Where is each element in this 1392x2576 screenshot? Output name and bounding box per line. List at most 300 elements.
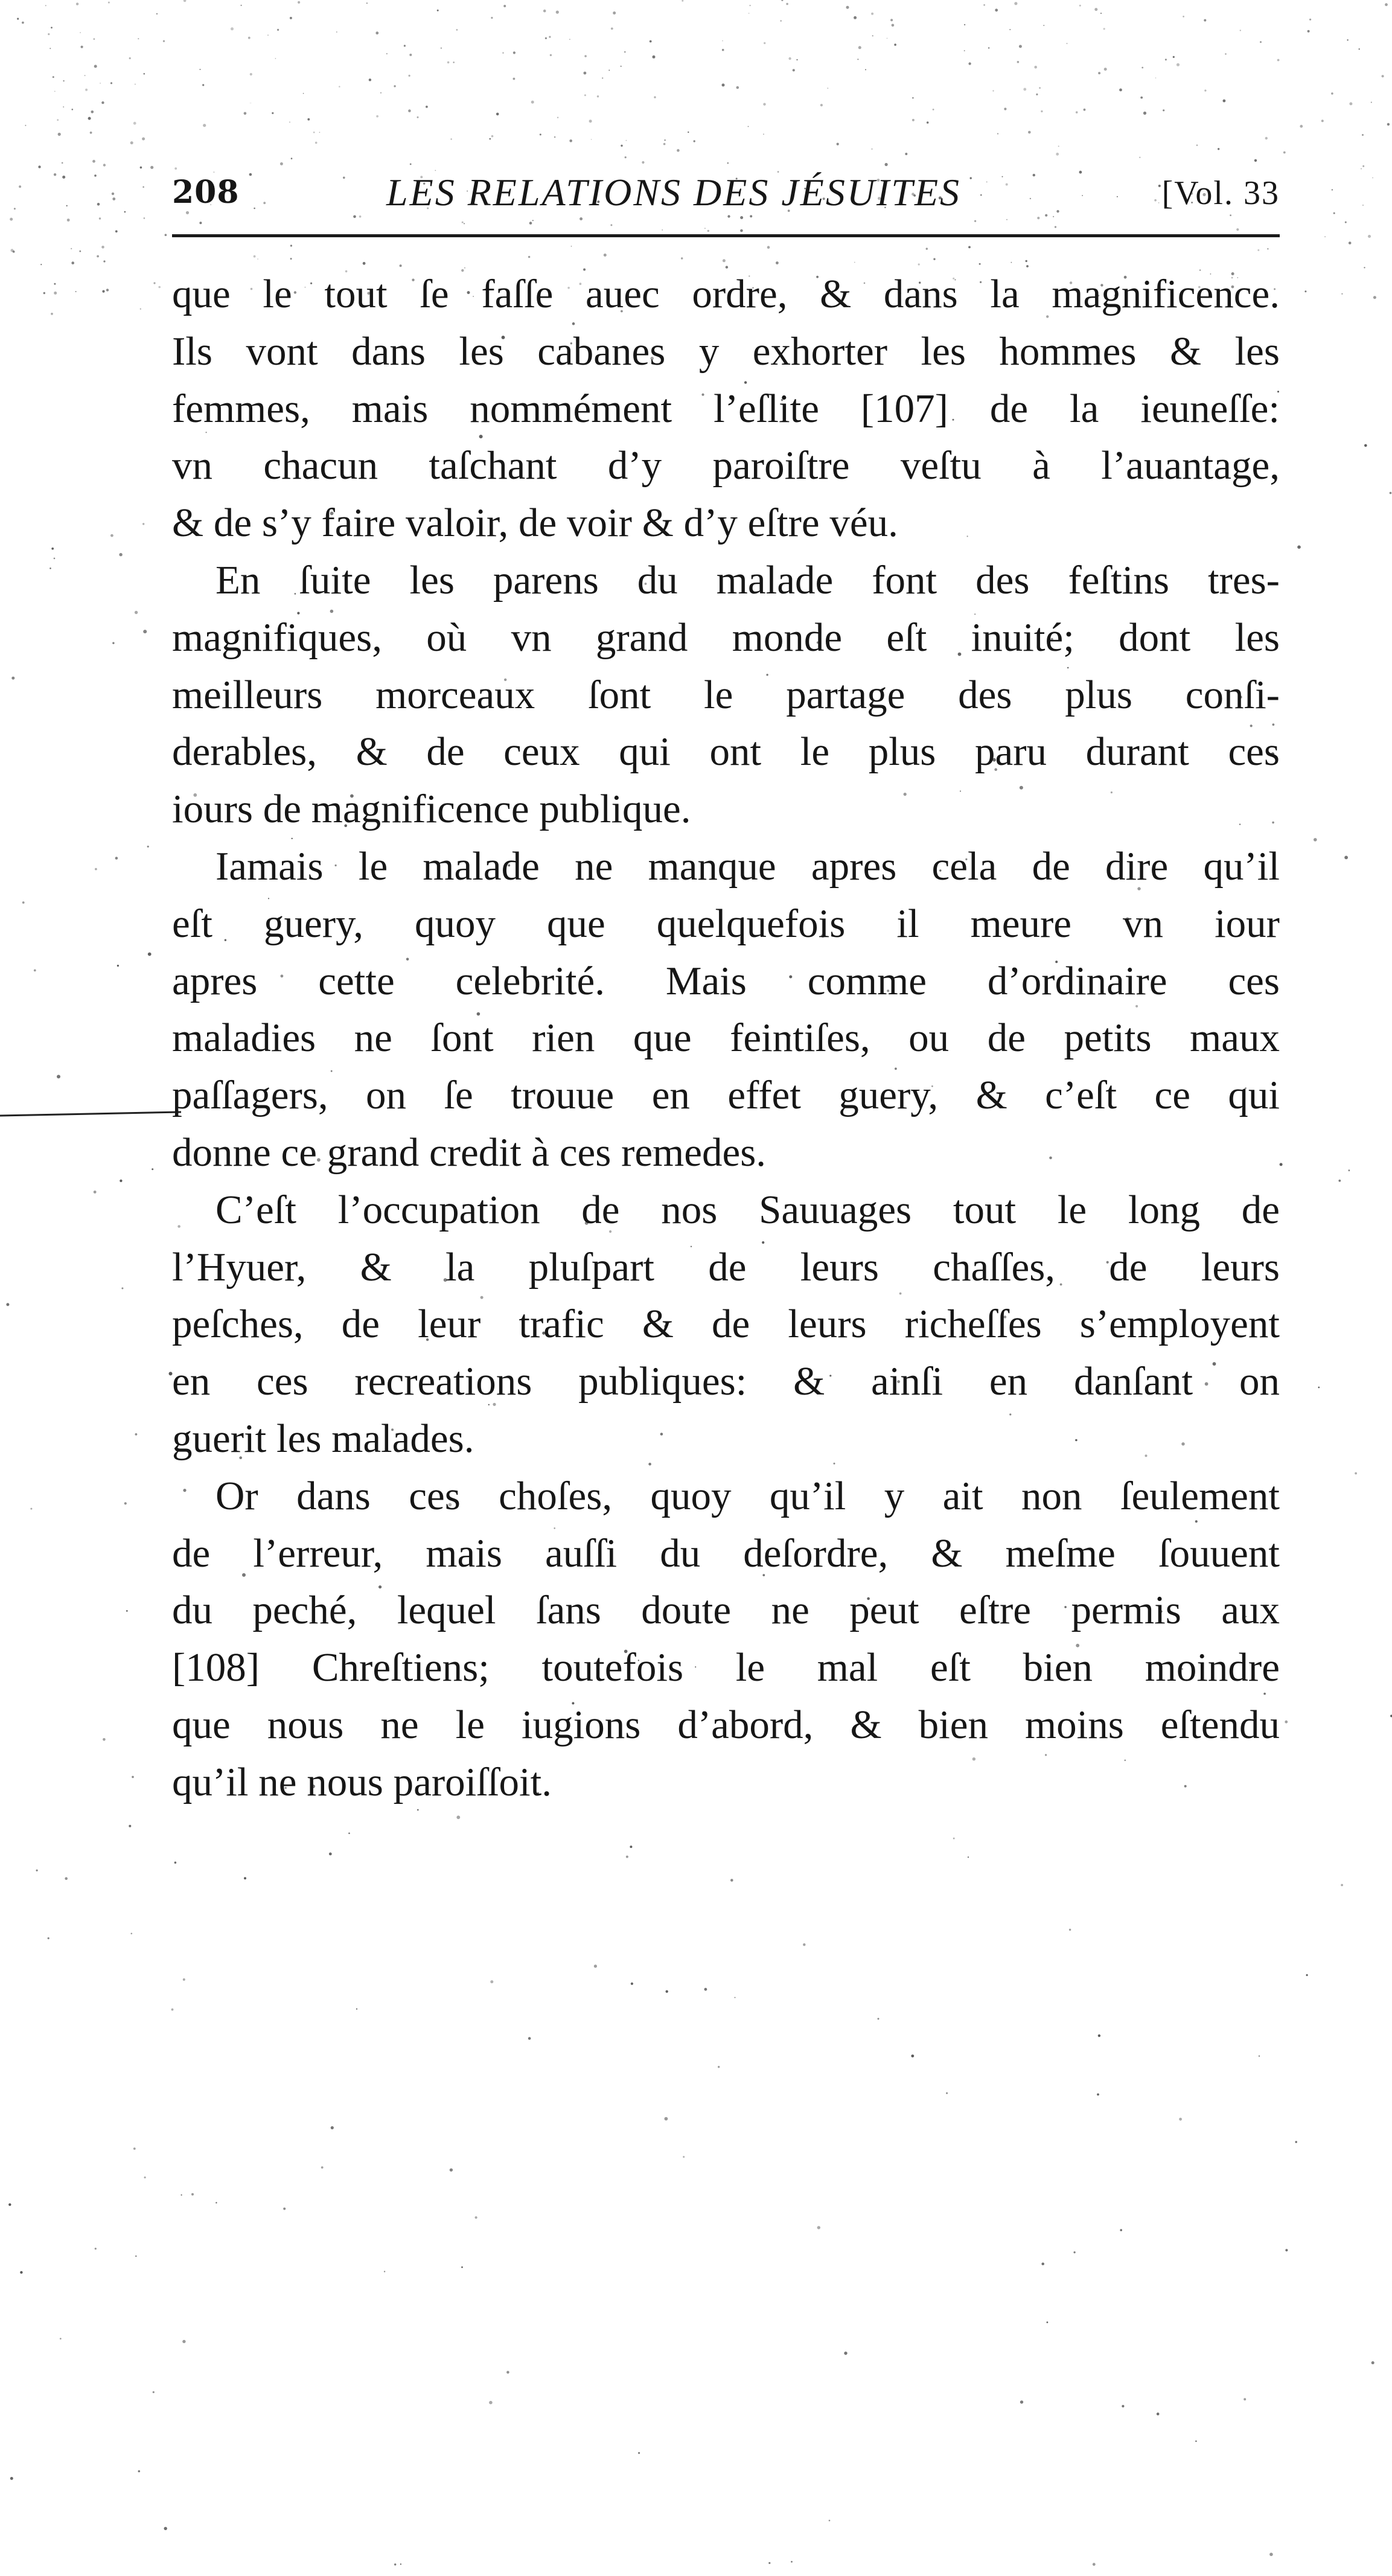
speckle-dot (272, 112, 273, 114)
speckle-dot (254, 255, 256, 258)
speckle-dot (120, 1180, 122, 1182)
speckle-dot (57, 119, 59, 121)
speckle-dot (791, 2561, 793, 2563)
speckle-dot (203, 124, 206, 127)
speckle-dot (158, 286, 161, 289)
speckle-dot (409, 54, 412, 56)
speckle-dot (786, 3, 788, 5)
speckle-dot (887, 38, 888, 39)
speckle-dot (768, 2562, 770, 2564)
speckle-dot (450, 2169, 453, 2172)
speckle-dot (51, 548, 54, 550)
speckle-dot (554, 136, 556, 138)
speckle-dot (174, 1862, 177, 1864)
speckle-dot (129, 57, 131, 59)
paragraph-4 (172, 1181, 1280, 1468)
speckle-dot (1309, 19, 1311, 21)
speckle-dot (1047, 2321, 1049, 2323)
speckle-dot (153, 282, 155, 284)
speckle-dot (144, 217, 145, 219)
speckle-dot (1143, 112, 1146, 115)
text-line: Iamais le malade ne manque apres cela de dire qu’il (216, 843, 1280, 889)
speckle-dot (968, 1856, 969, 1858)
speckle-dot (1359, 48, 1360, 50)
speckle-dot (1344, 856, 1348, 860)
speckle-dot (10, 2477, 13, 2480)
speckle-dot (837, 143, 839, 145)
speckle-dot (611, 28, 613, 30)
speckle-dot (665, 139, 666, 141)
speckle-dot (491, 135, 494, 138)
speckle-dot (763, 103, 765, 106)
speckle-dot (153, 2391, 155, 2393)
speckle-dot (115, 857, 118, 860)
speckle-dot (63, 80, 64, 81)
text-line: guerit les malades. (172, 1416, 474, 1461)
speckle-dot (496, 113, 499, 116)
speckle-dot (48, 33, 49, 35)
speckle-dot (642, 161, 644, 164)
speckle-dot (1355, 1472, 1357, 1475)
speckle-dot (54, 292, 57, 295)
speckle-dot (927, 121, 929, 124)
speckle-dot (1006, 219, 1007, 220)
speckle-dot (1041, 2263, 1044, 2266)
speckle-dot (90, 132, 92, 134)
speckle-dot (1023, 88, 1026, 91)
speckle-dot (736, 86, 739, 89)
speckle-dot (1297, 545, 1301, 549)
text-line: femmes, mais nommément l’eſlite [107] de la ieuneſſe: (172, 386, 1280, 431)
text-line: du peché, lequel ſans doute ne peut eſtre permis aux (172, 1588, 1280, 1633)
speckle-dot (871, 13, 873, 15)
speckle-dot (1300, 125, 1303, 128)
speckle-dot (1257, 249, 1259, 251)
speckle-dot (290, 258, 292, 260)
text-line: paſſagers, on ſe trouue en effet guery, & c’eſt ce qui (172, 1073, 1280, 1118)
speckle-dot (66, 205, 68, 206)
speckle-dot (456, 29, 458, 31)
speckle-dot (654, 96, 656, 98)
speckle-dot (543, 10, 546, 13)
speckle-dot (437, 10, 439, 11)
speckle-dot (683, 2156, 685, 2158)
text-line: C’eſt l’occupation de nos Sauuages tout le long de (216, 1187, 1280, 1232)
speckle-dot (1097, 2094, 1099, 2096)
speckle-dot (22, 901, 25, 904)
speckle-dot (132, 1776, 134, 1779)
speckle-dot (283, 2208, 286, 2210)
speckle-dot (983, 4, 985, 6)
speckle-dot (528, 2037, 531, 2040)
speckle-dot (386, 53, 388, 54)
speckle-dot (65, 1877, 68, 1880)
speckle-dot (1098, 2034, 1100, 2037)
speckle-dot (200, 69, 201, 70)
speckle-dot (22, 22, 24, 24)
paragraph-2 (172, 552, 1280, 838)
speckle-dot (1084, 109, 1086, 111)
speckle-dot (803, 1943, 805, 1946)
speckle-dot (366, 2, 368, 4)
speckle-dot (110, 534, 113, 537)
speckle-dot (51, 27, 53, 28)
speckle-dot (49, 567, 51, 569)
speckle-dot (1307, 30, 1310, 33)
speckle-dot (148, 953, 152, 956)
speckle-dot (97, 203, 100, 206)
volume-label: [Vol. 33 (1161, 174, 1280, 212)
speckle-dot (49, 48, 51, 49)
speckle-dot (1349, 241, 1352, 244)
speckle-dot (112, 193, 114, 195)
speckle-dot (1019, 45, 1022, 48)
speckle-dot (10, 218, 13, 221)
speckle-dot (974, 220, 976, 222)
speckle-dot (1017, 61, 1020, 63)
speckle-dot (1362, 165, 1364, 167)
speckle-dot (17, 18, 19, 20)
text-line: [108] Chreſtiens; toutefois le mal eſt bien moindre (172, 1645, 1280, 1690)
speckle-dot (400, 2563, 401, 2565)
speckle-dot (1157, 2412, 1160, 2415)
speckle-dot (174, 167, 177, 170)
speckle-dot (144, 2176, 146, 2178)
speckle-dot (394, 85, 395, 87)
speckle-dot (589, 120, 592, 123)
speckle-dot (241, 5, 242, 6)
speckle-dot (426, 106, 428, 108)
speckle-dot (723, 259, 726, 262)
speckle-dot (72, 109, 74, 110)
speckle-dot (410, 164, 412, 165)
speckle-dot (336, 31, 337, 33)
speckle-dot (946, 2092, 948, 2094)
speckle-dot (1280, 1163, 1283, 1166)
speckle-dot (321, 2166, 324, 2169)
speckle-dot (450, 138, 452, 139)
speckle-dot (1387, 123, 1390, 126)
speckle-dot (1223, 100, 1226, 103)
speckle-dot (143, 630, 147, 633)
speckle-dot (540, 133, 541, 135)
speckle-dot (666, 1990, 668, 1993)
speckle-dot (1204, 89, 1206, 91)
speckle-dot (348, 1832, 350, 1834)
speckle-dot (99, 217, 101, 219)
speckle-dot (793, 69, 795, 71)
speckle-dot (781, 0, 783, 1)
speckle-dot (404, 45, 406, 46)
text-line: donne ce grand credit à ces remedes. (172, 1130, 767, 1175)
speckle-dot (663, 143, 666, 145)
speckle-dot (1269, 2552, 1273, 2556)
speckle-dot (545, 37, 547, 39)
speckle-dot (138, 38, 139, 39)
speckle-dot (1349, 1169, 1350, 1171)
speckle-dot (462, 222, 464, 223)
speckle-dot (631, 1983, 633, 1985)
speckle-dot (857, 59, 858, 60)
speckle-dot (1318, 1387, 1320, 1389)
speckle-dot (694, 140, 695, 142)
speckle-dot (199, 222, 202, 224)
speckle-dot (165, 234, 167, 236)
speckle-dot (54, 91, 56, 92)
speckle-dot (1341, 1884, 1343, 1887)
speckle-dot (846, 6, 849, 9)
speckle-dot (1341, 293, 1343, 295)
speckle-dot (1014, 2, 1017, 5)
speckle-dot (556, 11, 559, 14)
speckle-dot (1236, 228, 1239, 231)
speckle-dot (1314, 838, 1317, 842)
speckle-dot (964, 50, 965, 51)
text-line: vn chacun taſchant d’y paroiſtre veſtu à l’auantage, (172, 443, 1280, 488)
speckle-dot (11, 677, 14, 680)
speckle-dot (67, 219, 70, 222)
paragraph-5 (172, 1468, 1280, 1811)
text-line: maladies ne ſont rien que feintiſes, ou de petits maux (172, 1015, 1280, 1061)
speckle-dot (1098, 72, 1100, 74)
speckle-dot (571, 246, 572, 247)
speckle-dot (490, 1980, 493, 1983)
speckle-dot (1347, 39, 1348, 40)
speckle-dot (171, 2009, 174, 2011)
speckle-dot (135, 611, 138, 614)
speckle-dot (88, 117, 91, 120)
speckle-dot (827, 88, 828, 89)
speckle-dot (142, 138, 145, 141)
speckle-dot (1277, 59, 1280, 62)
speckle-dot (912, 97, 913, 98)
speckle-dot (1036, 94, 1038, 95)
speckle-dot (1361, 168, 1362, 170)
speckle-dot (1362, 134, 1364, 136)
speckle-dot (409, 75, 410, 77)
speckle-dot (1103, 28, 1105, 30)
speckle-dot (1020, 2400, 1023, 2403)
speckle-dot (94, 1191, 97, 1194)
speckle-dot (339, 86, 340, 88)
speckle-dot (681, 257, 683, 259)
speckle-dot (94, 38, 95, 40)
speckle-dot (1043, 25, 1044, 26)
speckle-dot (6, 1303, 9, 1306)
speckle-dot (130, 141, 133, 144)
speckle-dot (911, 2054, 914, 2057)
speckle-dot (933, 258, 935, 260)
speckle-dot (626, 140, 627, 141)
speckle-dot (748, 126, 749, 127)
text-line: Ils vont dans les cabanes y exhorter les hommes & les (172, 328, 1280, 374)
speckle-dot (584, 55, 587, 57)
speckle-dot (1324, 236, 1326, 237)
speckle-dot (653, 56, 656, 59)
speckle-dot (1179, 2118, 1182, 2121)
speckle-dot (54, 283, 56, 285)
speckle-dot (95, 2248, 97, 2249)
speckle-dot (291, 158, 293, 159)
speckle-dot (244, 1877, 246, 1879)
speckle-dot (456, 1815, 460, 1819)
speckle-dot (1120, 2229, 1122, 2231)
speckle-dot (1140, 97, 1143, 99)
speckle-dot (718, 2066, 720, 2068)
speckle-dot (1283, 152, 1286, 154)
speckle-dot (1240, 30, 1241, 31)
speckle-dot (491, 17, 493, 19)
speckle-dot (1345, 222, 1347, 223)
speckle-dot (682, 0, 683, 2)
speckle-dot (549, 36, 551, 38)
speckle-dot (621, 66, 622, 67)
speckle-dot (53, 76, 54, 78)
text-line: que le tout ſe faſſe auec ordre, & dans la magnificence. (172, 272, 1280, 316)
speckle-dot (19, 185, 21, 188)
speckle-dot (290, 17, 292, 19)
speckle-dot (604, 254, 607, 257)
speckle-dot (1285, 2249, 1288, 2251)
speckle-dot (475, 2216, 477, 2219)
speckle-dot (513, 78, 516, 80)
speckle-dot (329, 1853, 332, 1856)
speckle-dot (781, 20, 782, 21)
speckle-dot (101, 246, 104, 249)
text-line: de l’erreur, mais auſſi du deſordre, & meſme ſouuent (172, 1530, 1280, 1576)
speckle-dot (1100, 13, 1102, 14)
speckle-dot (108, 2, 110, 4)
speckle-dot (133, 122, 136, 125)
speckle-dot (202, 84, 204, 86)
speckle-dot (85, 89, 88, 91)
speckle-dot (231, 27, 234, 30)
speckle-dot (1034, 66, 1037, 69)
speckle-dot (905, 153, 907, 155)
speckle-dot (1372, 177, 1373, 179)
speckle-dot (997, 133, 998, 134)
speckle-dot (1173, 56, 1175, 58)
speckle-dot (280, 162, 283, 165)
speckle-dot (1349, 102, 1352, 105)
speckle-dot (1306, 1974, 1308, 1976)
speckle-dot (356, 2009, 357, 2010)
speckle-dot (376, 115, 378, 118)
speckle-dot (1338, 1180, 1341, 1182)
speckle-dot (1165, 59, 1167, 60)
speckle-dot (1371, 2361, 1374, 2364)
text-line: apres cette celebrité. Mais comme d’ordinaire ces (172, 958, 1280, 1003)
speckle-dot (968, 62, 971, 65)
text-line: iours de magnificence publique. (172, 787, 691, 832)
text-line: meilleurs morceaux ſont le partage des plus conſi- (172, 672, 1280, 717)
speckle-dot (100, 83, 101, 84)
speckle-dot (184, 0, 187, 2)
speckle-dot (40, 264, 42, 265)
speckle-dot (121, 1288, 123, 1290)
speckle-dot (112, 642, 114, 644)
speckle-dot (441, 48, 442, 49)
speckle-dot (776, 261, 779, 264)
speckle-dot (854, 262, 855, 263)
speckle-dot (763, 133, 764, 135)
speckle-dot (369, 78, 371, 81)
speckle-dot (764, 42, 765, 44)
speckle-dot (1069, 1929, 1071, 1931)
speckle-dot (1382, 75, 1384, 77)
speckle-dot (1104, 68, 1107, 71)
speckle-dot (156, 13, 158, 14)
speckle-dot (298, 1, 300, 4)
speckle-dot (394, 2563, 396, 2565)
speckle-dot (331, 2126, 334, 2129)
speckle-dot (85, 75, 86, 76)
speckle-dot (103, 164, 106, 166)
speckle-dot (662, 229, 663, 231)
speckle-dot (95, 868, 97, 871)
speckle-dot (81, 46, 83, 48)
speckle-dot (384, 2271, 385, 2272)
speckle-dot (1183, 16, 1184, 18)
speckle-dot (890, 19, 893, 21)
speckle-dot (704, 228, 706, 229)
speckle-dot (707, 230, 709, 232)
speckle-dot (20, 2271, 22, 2274)
speckle-dot (584, 72, 587, 75)
speckle-dot (1155, 77, 1157, 78)
speckle-dot (626, 1856, 628, 1858)
speckle-dot (858, 46, 861, 49)
speckle-dot (624, 51, 625, 53)
speckle-dot (60, 2338, 62, 2340)
header-rule (172, 234, 1280, 237)
speckle-dot (71, 261, 74, 264)
speckle-dot (289, 121, 290, 123)
speckle-dot (464, 223, 465, 224)
speckle-dot (688, 132, 689, 133)
speckle-dot (1058, 145, 1059, 147)
speckle-dot (968, 246, 971, 249)
speckle-dot (133, 2147, 136, 2150)
text-line: l’Hyuer, & la pluſpart de leurs chaſſes, de leurs (172, 1244, 1280, 1290)
speckle-dot (1331, 92, 1333, 95)
speckle-dot (152, 1168, 153, 1170)
speckle-dot (140, 308, 141, 310)
speckle-dot (250, 73, 252, 75)
speckle-dot (417, 117, 419, 118)
speckle-dot (183, 1978, 185, 1981)
speckle-dot (1259, 2056, 1260, 2057)
speckle-dot (257, 258, 258, 260)
speckle-dot (461, 2266, 463, 2268)
speckle-dot (1004, 107, 1006, 110)
speckle-dot (1265, 137, 1268, 139)
speckle-dot (854, 16, 857, 19)
speckle-dot (319, 132, 321, 133)
speckle-dot (1074, 2251, 1076, 2253)
text-line: magnifiques, où vn grand monde eſt inuité; dont les (172, 615, 1280, 660)
speckle-dot (62, 176, 65, 179)
speckle-dot (34, 970, 36, 972)
running-head (172, 170, 1280, 219)
speckle-dot (1254, 159, 1257, 162)
text-line: qu’il ne nous paroiſſoit. (172, 1759, 552, 1804)
speckle-dot (106, 289, 109, 291)
speckle-dot (38, 165, 40, 168)
speckle-dot (375, 31, 378, 34)
speckle-dot (591, 139, 592, 140)
speckle-dot (735, 1997, 736, 1998)
